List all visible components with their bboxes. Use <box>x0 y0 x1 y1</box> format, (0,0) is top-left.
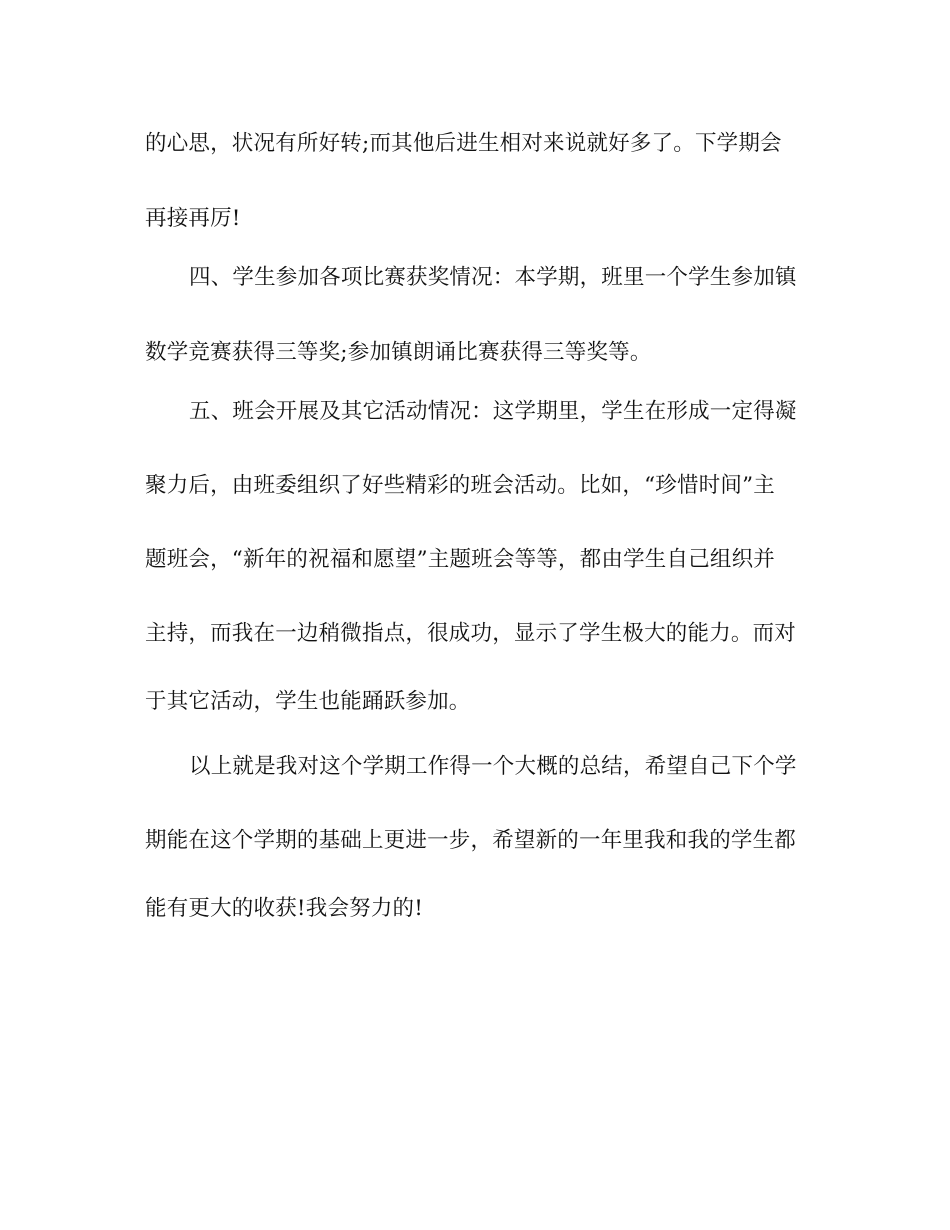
paragraph-5-line-4: 主持，而我在一边稍微指点，很成功，显示了学生极大的能力。而对 <box>145 621 797 646</box>
paragraph-5-line-3: 题班会，“新年的祝福和愿望”主题班会等等，都由学生自己组织并 <box>145 547 775 572</box>
paragraph-5-line-2: 聚力后，由班委组织了好些精彩的班会活动。比如，“珍惜时间”主 <box>145 473 775 498</box>
paragraph-5-line-1: 五、班会开展及其它活动情况：这学期里，学生在形成一定得凝 <box>189 399 797 424</box>
text-line-2: 再接再厉! <box>145 206 241 231</box>
paragraph-5-line-5: 于其它活动，学生也能踊跃参加。 <box>145 689 471 714</box>
paragraph-4-line-1: 四、学生参加各项比赛获奖情况：本学期，班里一个学生参加镇 <box>189 265 797 290</box>
summary-paragraph-line-3: 能有更大的收获!我会努力的! <box>145 896 424 921</box>
summary-paragraph-line-1: 以上就是我对这个学期工作得一个大概的总结，希望自己下个学 <box>189 754 797 779</box>
summary-paragraph-line-2: 期能在这个学期的基础上更进一步，希望新的一年里我和我的学生都 <box>145 828 797 853</box>
text-line-1: 的心思，状况有所好转;而其他后进生相对来说就好多了。下学期会 <box>145 131 782 156</box>
paragraph-4-line-2: 数学竞赛获得三等奖;参加镇朗诵比赛获得三等奖等。 <box>145 340 652 365</box>
